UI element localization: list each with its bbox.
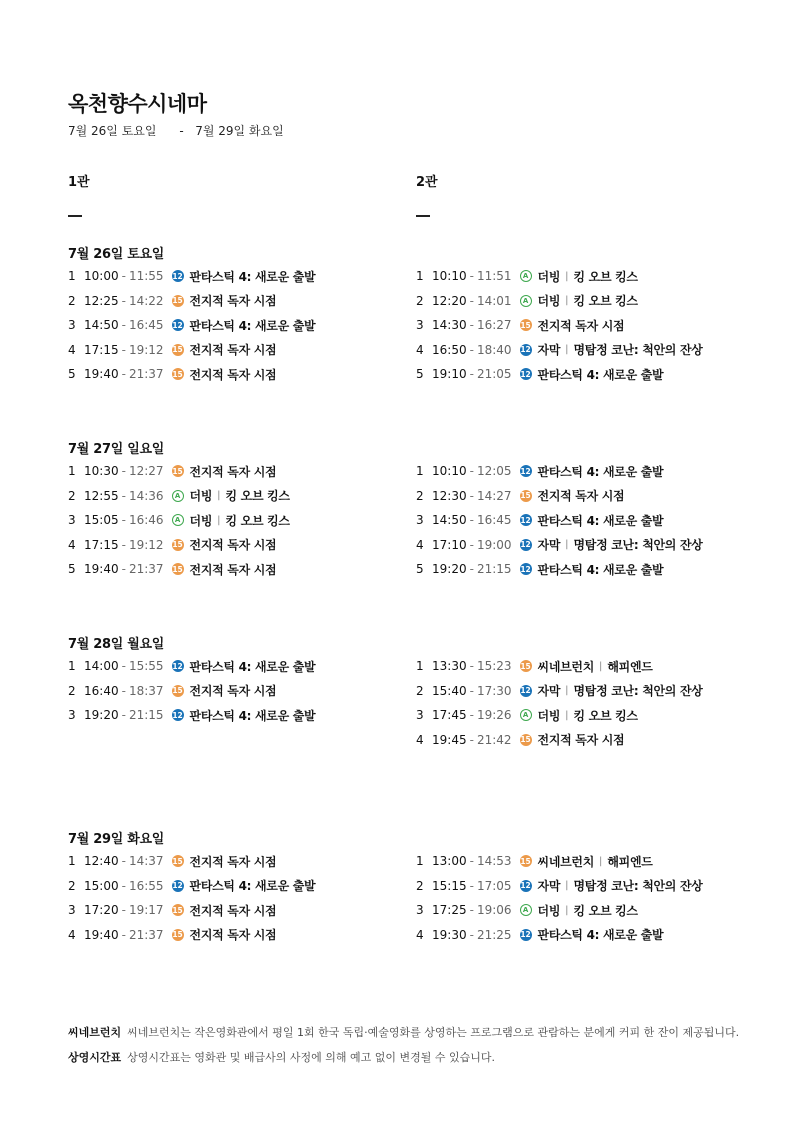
rating-badge-icon: 15 — [520, 856, 531, 866]
rating-badge-icon: A — [172, 490, 184, 502]
time-dash: - — [121, 513, 126, 527]
showtime-row[interactable] — [416, 292, 638, 310]
rating-badge-icon: 15 — [172, 466, 183, 476]
end-time: 11:55 — [128, 269, 164, 283]
separator: | — [599, 660, 603, 672]
screening-number: 1 — [416, 464, 424, 478]
film-title: 명탐정 코난: 척안의 잔상 — [573, 879, 703, 893]
start-time: 17:25 — [432, 903, 467, 917]
screening-number: 2 — [68, 488, 76, 503]
start-time: 17:10 — [432, 537, 467, 552]
showtime-row[interactable] — [416, 657, 653, 675]
screening-number: 4 — [68, 537, 76, 552]
rating-badge-icon: 12 — [520, 345, 531, 354]
screening-number: 5 — [68, 562, 76, 576]
rating-badge-icon: 12 — [520, 515, 531, 525]
separator: | — [565, 344, 569, 355]
screening-tag: 자막 — [537, 879, 561, 893]
separator: | — [217, 514, 221, 526]
end-time: 15:23 — [476, 659, 512, 673]
start-time: 17:45 — [432, 708, 467, 722]
showtime-row[interactable] — [416, 487, 624, 505]
rating-badge-icon: 15 — [172, 296, 183, 305]
date-range-separator: - — [179, 124, 184, 138]
end-time: 18:37 — [128, 683, 164, 698]
film-title: 명탐정 코난: 척안의 잔상 — [573, 538, 703, 552]
rating-badge-icon: A — [520, 709, 532, 721]
showtime-row[interactable] — [416, 316, 624, 334]
start-time: 14:50 — [84, 318, 119, 332]
start-time: 19:45 — [432, 732, 467, 747]
screening-number: 1 — [416, 854, 424, 868]
film-title: 판타스틱 4: 새로운 출발 — [189, 879, 316, 893]
time-dash: - — [121, 903, 126, 917]
time-dash: - — [469, 903, 474, 917]
showtime-row[interactable] — [68, 316, 315, 334]
time-dash: - — [469, 513, 474, 527]
end-time: 14:37 — [128, 854, 164, 868]
time-dash: - — [469, 683, 474, 698]
film-title: 킹 오브 킹스 — [573, 269, 638, 284]
hall-2-heading: 2관 — [416, 175, 438, 190]
rating-badge-icon: 12 — [520, 564, 531, 574]
time-dash: - — [121, 367, 126, 381]
time-dash: - — [469, 878, 474, 893]
showtime-row[interactable] — [416, 365, 663, 383]
rating-badge-icon: 15 — [172, 856, 183, 866]
separator: | — [565, 270, 569, 282]
film-title: 킹 오브 킹스 — [573, 903, 638, 918]
film-title: 전지적 독자 시점 — [189, 684, 277, 698]
screening-number: 5 — [416, 562, 424, 576]
end-time: 19:06 — [476, 903, 512, 917]
start-time: 19:20 — [84, 708, 119, 722]
separator: | — [565, 904, 569, 916]
showtime-row[interactable] — [68, 462, 276, 480]
rating-badge-icon: 15 — [520, 735, 531, 744]
screening-number: 4 — [416, 537, 424, 552]
film-title: 전지적 독자 시점 — [189, 367, 277, 382]
rating-badge-icon: 15 — [520, 661, 531, 671]
rating-badge-icon: 12 — [172, 710, 183, 720]
time-dash: - — [469, 562, 474, 576]
start-time: 16:50 — [432, 342, 467, 357]
time-dash: - — [121, 708, 126, 722]
rating-badge-icon: 15 — [172, 540, 183, 549]
screening-number: 2 — [416, 683, 424, 698]
time-dash: - — [469, 708, 474, 722]
start-time: 12:25 — [84, 293, 119, 308]
day-title: 7월 27일 일요일 — [68, 442, 164, 457]
end-time: 19:12 — [128, 342, 164, 357]
start-time: 12:30 — [432, 488, 467, 503]
screening-tag: 더빙 — [189, 489, 213, 503]
showtime-row[interactable] — [416, 852, 653, 870]
end-time: 19:26 — [476, 708, 512, 722]
rating-badge-icon: 12 — [520, 881, 531, 890]
film-title: 판타스틱 4: 새로운 출발 — [189, 708, 316, 723]
time-dash: - — [121, 269, 126, 283]
end-time: 16:27 — [476, 318, 512, 332]
screening-tag: 씨네브런치 — [537, 854, 594, 869]
rating-badge-icon: 15 — [172, 905, 183, 915]
time-dash: - — [121, 854, 126, 868]
showtime-row[interactable] — [416, 682, 703, 700]
start-time: 14:00 — [84, 659, 119, 673]
end-time: 16:45 — [476, 513, 512, 527]
start-time: 17:15 — [84, 342, 119, 357]
time-dash: - — [469, 732, 474, 747]
time-dash: - — [469, 537, 474, 552]
rating-badge-icon: 12 — [172, 881, 183, 890]
time-dash: - — [469, 342, 474, 357]
rating-badge-icon: 12 — [520, 686, 531, 695]
showtime-row[interactable] — [68, 682, 276, 700]
screening-number: 3 — [68, 318, 76, 332]
film-title: 전지적 독자 시점 — [537, 318, 625, 333]
start-time: 10:00 — [84, 269, 119, 283]
end-time: 14:22 — [128, 293, 164, 308]
start-time: 10:30 — [84, 464, 119, 478]
separator: | — [599, 855, 603, 867]
start-time: 12:55 — [84, 488, 119, 503]
rating-badge-icon: 12 — [520, 466, 531, 476]
end-time: 21:05 — [476, 367, 512, 381]
separator: | — [565, 685, 569, 696]
showtime-row[interactable] — [68, 657, 315, 675]
start-time: 15:40 — [432, 683, 467, 698]
day-title: 7월 29일 화요일 — [68, 832, 164, 847]
time-dash: - — [469, 854, 474, 868]
end-time: 21:15 — [476, 562, 512, 576]
showtime-row[interactable] — [416, 536, 703, 554]
time-dash: - — [121, 488, 126, 503]
showtime-row[interactable] — [68, 852, 276, 870]
film-title: 킹 오브 킹스 — [225, 513, 290, 528]
end-time: 15:55 — [128, 659, 164, 673]
showtime-row[interactable] — [416, 731, 624, 749]
end-time: 21:37 — [128, 562, 164, 576]
film-title: 전지적 독자 시점 — [189, 538, 277, 552]
start-time: 16:40 — [84, 683, 119, 698]
showtime-row[interactable] — [68, 341, 276, 359]
note-label: 상영시간표 — [68, 1051, 122, 1064]
start-time: 19:30 — [432, 927, 467, 942]
end-time: 19:00 — [476, 537, 512, 552]
start-time: 10:10 — [432, 464, 467, 478]
screening-number: 1 — [416, 269, 424, 283]
film-title: 판타스틱 4: 새로운 출발 — [189, 318, 316, 333]
showtime-row[interactable] — [416, 901, 638, 919]
rating-badge-icon: 15 — [520, 491, 531, 500]
screening-number: 2 — [416, 488, 424, 503]
screening-tag: 더빙 — [537, 269, 561, 284]
film-title: 전지적 독자 시점 — [189, 294, 277, 308]
screening-number: 3 — [416, 903, 424, 917]
film-title: 판타스틱 4: 새로운 출발 — [189, 269, 316, 284]
note-cinebrunch — [68, 1024, 739, 1040]
screening-tag: 자막 — [537, 684, 561, 698]
screening-number: 2 — [416, 293, 424, 308]
screening-number: 4 — [68, 927, 76, 942]
separator: | — [565, 709, 569, 721]
end-time: 21:25 — [476, 927, 512, 942]
time-dash: - — [121, 293, 126, 308]
end-time: 21:37 — [128, 367, 164, 381]
film-title: 판타스틱 4: 새로운 출발 — [537, 513, 664, 528]
film-title: 킹 오브 킹스 — [225, 489, 290, 503]
time-dash: - — [121, 659, 126, 673]
screening-number: 2 — [68, 683, 76, 698]
separator: | — [217, 490, 221, 501]
film-title: 전지적 독자 시점 — [537, 489, 625, 503]
start-time: 19:20 — [432, 562, 467, 576]
date-range-end: 7월 29일 화요일 — [195, 124, 284, 138]
film-title: 해피엔드 — [607, 659, 653, 674]
screening-number: 3 — [68, 708, 76, 722]
film-title: 전지적 독자 시점 — [189, 562, 277, 577]
screening-number: 4 — [416, 927, 424, 942]
screening-number: 5 — [68, 367, 76, 381]
separator: | — [565, 880, 569, 891]
start-time: 15:15 — [432, 878, 467, 893]
showtime-row[interactable] — [416, 511, 663, 529]
time-dash: - — [121, 683, 126, 698]
note-label: 씨네브런치 — [68, 1026, 122, 1039]
showtime-row[interactable] — [68, 365, 276, 383]
showtime-row[interactable] — [416, 462, 663, 480]
end-time: 14:36 — [128, 488, 164, 503]
start-time: 12:40 — [84, 854, 119, 868]
hall-2-divider — [416, 215, 430, 217]
start-time: 19:10 — [432, 367, 467, 381]
screening-number: 3 — [416, 513, 424, 527]
showtime-row[interactable] — [416, 560, 663, 578]
screening-number: 3 — [416, 708, 424, 722]
separator: | — [565, 539, 569, 550]
time-dash: - — [121, 464, 126, 478]
end-time: 21:15 — [128, 708, 164, 722]
start-time: 13:00 — [432, 854, 467, 868]
screening-tag: 자막 — [537, 538, 561, 552]
screening-tag: 더빙 — [189, 513, 213, 528]
start-time: 12:20 — [432, 293, 467, 308]
showtime-row[interactable] — [416, 341, 703, 359]
start-time: 19:40 — [84, 562, 119, 576]
screening-number: 1 — [68, 854, 76, 868]
time-dash: - — [469, 927, 474, 942]
screening-number: 2 — [416, 878, 424, 893]
time-dash: - — [469, 318, 474, 332]
screening-number: 2 — [68, 293, 76, 308]
end-time: 21:42 — [476, 732, 512, 747]
start-time: 10:10 — [432, 269, 467, 283]
film-title: 전지적 독자 시점 — [189, 903, 277, 918]
showtime-row[interactable] — [68, 292, 276, 310]
rating-badge-icon: 15 — [520, 320, 531, 330]
start-time: 15:00 — [84, 878, 119, 893]
start-time: 19:40 — [84, 367, 119, 381]
rating-badge-icon: 15 — [172, 564, 183, 574]
screening-number: 4 — [68, 342, 76, 357]
rating-badge-icon: 15 — [172, 369, 183, 379]
start-time: 17:15 — [84, 537, 119, 552]
end-time: 14:27 — [476, 488, 512, 503]
film-title: 킹 오브 킹스 — [573, 294, 638, 308]
time-dash: - — [469, 488, 474, 503]
film-title: 전지적 독자 시점 — [537, 733, 625, 747]
showtime-row[interactable] — [68, 706, 315, 724]
time-dash: - — [469, 659, 474, 673]
film-title: 전지적 독자 시점 — [189, 854, 277, 869]
end-time: 19:12 — [128, 537, 164, 552]
screening-number: 1 — [416, 659, 424, 673]
screening-number: 3 — [68, 903, 76, 917]
time-dash: - — [121, 318, 126, 332]
rating-badge-icon: 12 — [520, 369, 531, 379]
cinema-title: 옥천향수시네마 — [68, 92, 207, 116]
film-title: 명탐정 코난: 척안의 잔상 — [573, 343, 703, 357]
screening-number: 4 — [416, 732, 424, 747]
rating-badge-icon: 15 — [172, 345, 183, 354]
separator: | — [565, 295, 569, 306]
rating-badge-icon: A — [520, 904, 532, 916]
screening-tag: 씨네브런치 — [537, 659, 594, 674]
time-dash: - — [469, 293, 474, 308]
end-time: 12:27 — [128, 464, 164, 478]
film-title: 킹 오브 킹스 — [573, 708, 638, 723]
showtime-row[interactable] — [68, 267, 315, 285]
showtime-row[interactable] — [416, 267, 638, 285]
film-title: 판타스틱 4: 새로운 출발 — [537, 928, 664, 942]
day-title: 7월 26일 토요일 — [68, 247, 164, 262]
end-time: 18:40 — [476, 342, 512, 357]
screening-tag: 자막 — [537, 343, 561, 357]
film-title: 명탐정 코난: 척안의 잔상 — [573, 684, 703, 698]
note-text: 씨네브런치는 작은영화관에서 평일 1회 한국 독립·예술영화를 상영하는 프로그램으로 관람하는 분에게 커피 한 잔이 제공됩니다. — [127, 1026, 740, 1039]
end-time: 17:05 — [476, 878, 512, 893]
screening-number: 3 — [68, 513, 76, 527]
end-time: 21:37 — [128, 927, 164, 942]
film-title: 판타스틱 4: 새로운 출발 — [537, 464, 664, 479]
time-dash: - — [469, 367, 474, 381]
start-time: 15:05 — [84, 513, 119, 527]
end-time: 14:01 — [476, 293, 512, 308]
start-time: 17:20 — [84, 903, 119, 917]
rating-badge-icon: A — [520, 295, 532, 307]
hall-1-divider — [68, 215, 82, 217]
screening-tag: 더빙 — [537, 708, 561, 723]
showtime-row[interactable] — [68, 487, 290, 505]
film-title: 전지적 독자 시점 — [189, 464, 277, 479]
date-range — [68, 122, 284, 139]
rating-badge-icon: 12 — [520, 540, 531, 549]
rating-badge-icon: 12 — [172, 661, 183, 671]
showtime-row[interactable] — [416, 926, 663, 944]
screening-number: 2 — [68, 878, 76, 893]
film-title: 전지적 독자 시점 — [189, 928, 277, 942]
time-dash: - — [469, 464, 474, 478]
rating-badge-icon: 15 — [172, 686, 183, 695]
rating-badge-icon: 12 — [520, 930, 531, 939]
showtime-row[interactable] — [416, 706, 638, 724]
end-time: 16:45 — [128, 318, 164, 332]
screening-number: 1 — [68, 659, 76, 673]
screening-number: 4 — [416, 342, 424, 357]
showtime-row[interactable] — [68, 511, 290, 529]
start-time: 19:40 — [84, 927, 119, 942]
showtime-row[interactable] — [68, 560, 276, 578]
time-dash: - — [121, 342, 126, 357]
showtime-row[interactable] — [68, 926, 276, 944]
rating-badge-icon: 12 — [172, 271, 183, 281]
end-time: 17:30 — [476, 683, 512, 698]
time-dash: - — [121, 878, 126, 893]
screening-number: 5 — [416, 367, 424, 381]
time-dash: - — [469, 269, 474, 283]
start-time: 13:30 — [432, 659, 467, 673]
day-title: 7월 28일 월요일 — [68, 637, 164, 652]
showtime-row[interactable] — [416, 877, 703, 895]
time-dash: - — [121, 562, 126, 576]
showtime-row[interactable] — [68, 536, 276, 554]
time-dash: - — [121, 537, 126, 552]
screening-number: 1 — [68, 269, 76, 283]
showtime-row[interactable] — [68, 901, 276, 919]
end-time: 12:05 — [476, 464, 512, 478]
end-time: 11:51 — [476, 269, 512, 283]
note-text: 상영시간표는 영화관 및 배급사의 사정에 의해 예고 없이 변경될 수 있습니다. — [127, 1051, 496, 1064]
note-timetable — [68, 1049, 495, 1065]
start-time: 14:30 — [432, 318, 467, 332]
rating-badge-icon: 12 — [172, 320, 183, 330]
rating-badge-icon: 15 — [172, 930, 183, 939]
film-title: 판타스틱 4: 새로운 출발 — [537, 367, 664, 382]
screening-number: 1 — [68, 464, 76, 478]
end-time: 19:17 — [128, 903, 164, 917]
showtime-row[interactable] — [68, 877, 315, 895]
film-title: 해피엔드 — [607, 854, 653, 869]
film-title: 판타스틱 4: 새로운 출발 — [189, 659, 316, 674]
end-time: 16:46 — [128, 513, 164, 527]
screening-number: 3 — [416, 318, 424, 332]
time-dash: - — [121, 927, 126, 942]
date-range-start: 7월 26일 토요일 — [68, 124, 157, 138]
screening-tag: 더빙 — [537, 294, 561, 308]
film-title: 전지적 독자 시점 — [189, 343, 277, 357]
film-title: 판타스틱 4: 새로운 출발 — [537, 562, 664, 577]
end-time: 14:53 — [476, 854, 512, 868]
rating-badge-icon: A — [520, 270, 532, 282]
rating-badge-icon: A — [172, 514, 184, 526]
end-time: 16:55 — [128, 878, 164, 893]
hall-1-heading: 1관 — [68, 175, 90, 190]
start-time: 14:50 — [432, 513, 467, 527]
screening-tag: 더빙 — [537, 903, 561, 918]
